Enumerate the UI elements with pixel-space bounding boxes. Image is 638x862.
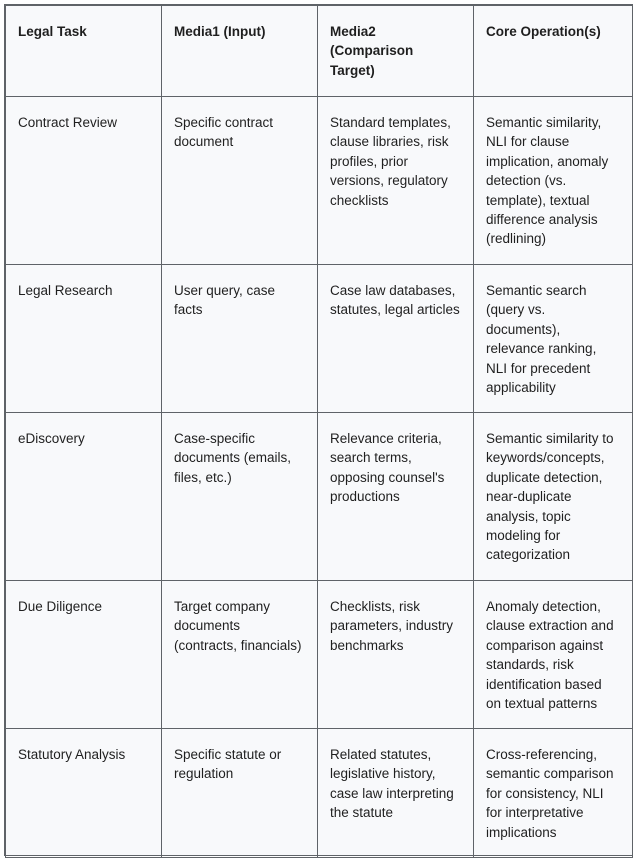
header-core-operations: Core Operation(s) [474, 6, 633, 97]
table-row [6, 413, 633, 581]
header-media2-comparison-target: Media2 (Comparison Target) [318, 6, 474, 97]
header-legal-task: Legal Task [6, 6, 162, 97]
cell-media1-input: User query, case facts [162, 265, 318, 413]
cell-media1-input: Specific contract document [162, 97, 318, 265]
cell-media2-comparison-target: Checklists, risk parameters, industry benchmarks [318, 581, 474, 729]
cell-media2-comparison-target: Case law databases, statutes, legal articles [318, 265, 474, 413]
legal-tasks-table [5, 5, 633, 858]
legal-tasks-table-container [4, 4, 633, 856]
cell-core-operations: Anomaly detection, clause extraction and comparison against standards, risk identification based on textual patterns [474, 581, 633, 729]
table-row [6, 729, 633, 858]
cell-media1-input: Specific statute or regulation [162, 729, 318, 858]
cell-legal-task: Contract Review [6, 97, 162, 265]
cell-media2-comparison-target: Relevance criteria, search terms, opposing counsel's productions [318, 413, 474, 581]
cell-core-operations: Semantic similarity, NLI for clause implication, anomaly detection (vs. template), textual difference analysis (redlining) [474, 97, 633, 265]
header-media1-input: Media1 (Input) [162, 6, 318, 97]
cell-media2-comparison-target: Standard templates, clause libraries, risk profiles, prior versions, regulatory checklists [318, 97, 474, 265]
table-row [6, 97, 633, 265]
cell-legal-task: Legal Research [6, 265, 162, 413]
table-row [6, 265, 633, 413]
table-header-row [6, 6, 633, 97]
cell-core-operations: Cross-referencing, semantic comparison for consistency, NLI for interpretative implications [474, 729, 633, 858]
cell-media2-comparison-target: Related statutes, legislative history, case law interpreting the statute [318, 729, 474, 858]
cell-media1-input: Case-specific documents (emails, files, etc.) [162, 413, 318, 581]
cell-legal-task: eDiscovery [6, 413, 162, 581]
cell-media1-input: Target company documents (contracts, financials) [162, 581, 318, 729]
cell-legal-task: Due Diligence [6, 581, 162, 729]
cell-core-operations: Semantic search (query vs. documents), relevance ranking, NLI for precedent applicability [474, 265, 633, 413]
cell-core-operations: Semantic similarity to keywords/concepts, duplicate detection, near-duplicate analysis, topic modeling for categorization [474, 413, 633, 581]
cell-legal-task: Statutory Analysis [6, 729, 162, 858]
table-row [6, 581, 633, 729]
